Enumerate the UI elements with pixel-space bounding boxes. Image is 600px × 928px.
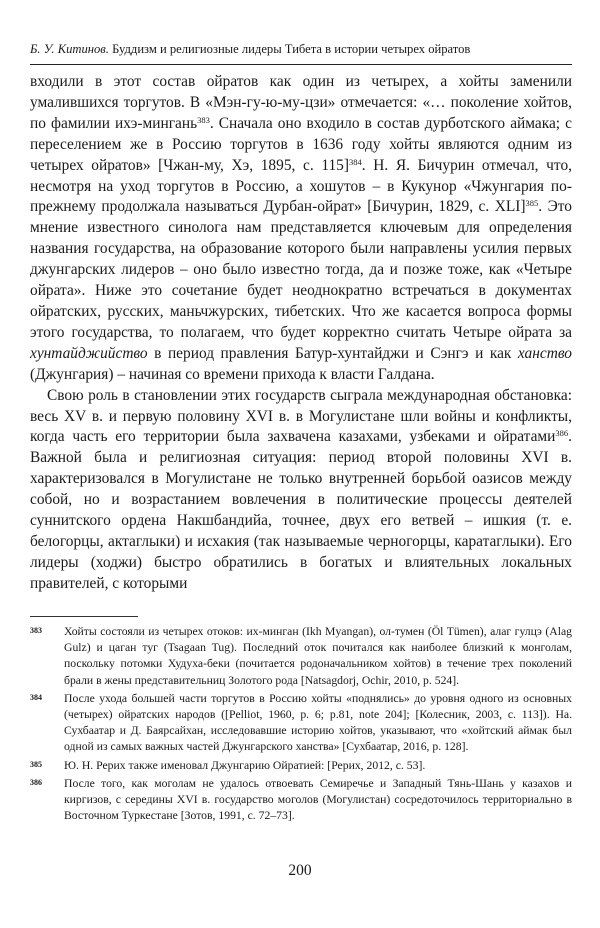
footnote-ref: 383 bbox=[197, 114, 210, 125]
header-title: Буддизм и религиозные лидеры Тибета в истории четырех ойратов bbox=[112, 42, 471, 56]
footnotes bbox=[30, 624, 572, 826]
header-author: Б. У. Китинов. bbox=[30, 42, 109, 56]
paragraph bbox=[30, 72, 572, 386]
paragraph bbox=[30, 386, 572, 595]
footnote-number: 385 bbox=[30, 759, 42, 769]
footnote-text: Хойты состояли из четырех отоков: их-минган (Ikh Myangan), ол-тумен (Öl Tümen), алаг гулцэ (Alag Gulz) и цаган туг (Tsagaan Tug). Последний оток почитался как наиболее близкий к монголам, поскольку потомки Худуха-беки (почитается родоначальником хойтов) в течение трех поколений брали в жены представительниц Золотого рода [Natsagdorj, Ochir, 2010, p. 524]. bbox=[64, 625, 572, 687]
footnote bbox=[30, 776, 572, 825]
footnote-text: После того, как моголам не удалось отвоевать Семиречье и Западный Тянь-Шань у казахов и киргизов, с середины XVI в. государство моголов (Могулистан) сосредоточилось территориально в Восточном Туркестане [Зотов, 1991, с. 72–73]. bbox=[64, 776, 572, 823]
text-run: . Важной была и религиозная ситуация: период второй половины XVI в. характеризовался в Могулистане не только внутренней борьбой оазисов между собой, но и возрастанием вовлечения в политические процессы деятелей суннитского ордена Накшбандийа, точнее, двух его ветвей – ишкия (т. е. белогорцы, актаглыки) и исхакия (так называемые черногорцы, каратаглыки). Его лидеры (ходжи) быстро обратились в богатых и влиятельных локальных правителей, с которыми bbox=[30, 428, 572, 592]
text-run: Свою роль в становлении этих государств сыграла международная обстановка: весь XV в. и первую половину XVI в. в Могулистане шли войны и конфликты, когда часть его территории была захвачена казахами, узбеками и ойратами bbox=[30, 386, 572, 446]
footnote bbox=[30, 624, 572, 689]
header-rule bbox=[30, 64, 572, 65]
emphasis: ханство bbox=[517, 344, 572, 362]
footnote-number: 386 bbox=[30, 777, 42, 787]
footnote bbox=[30, 758, 572, 774]
text-run: . Н. Я. Бичурин отмечал, что, несмотря на уход торгутов в Россию, а хошутов – в Кукунор «Чжунгария по-прежнему продолжала называться Дурбан-ойрат» [Бичурин, 1829, с. XLI] bbox=[30, 156, 572, 216]
running-header bbox=[30, 42, 572, 57]
emphasis: хунтайджийство bbox=[30, 344, 148, 362]
footnote-number: 384 bbox=[30, 692, 42, 702]
footnote-number: 383 bbox=[30, 626, 42, 635]
text-run: в период правления Батур-хунтайджи и Сэнгэ и как bbox=[147, 344, 518, 362]
footnote-text: После ухода большей части торгутов в Россию хойты «поднялись» до уровня одного из основных (четырех) ойратских народов ([Pelliot, 1960, p. 6; p.81, note 204]; [Колесник, 2003, с. 113]). На. Сухбаатар и Д. Баярсайхан, исследовавшие историю хойтов, указывают, что «хойтский аймак был одной из самых важных частей Джунгарского ханства» [Сухбаатар, 2016, р. 128]. bbox=[64, 691, 572, 754]
text-run: (Джунгария) – начиная со времени прихода к власти Галдана. bbox=[30, 365, 435, 383]
text-run: . Сначала оно входило в состав дурботского аймака; с переселением же в Россию торгутов в 1636 году хойты являются одним из четырех ойратов» [Чжан-му, Хэ, 1895, с. 115] bbox=[30, 114, 572, 174]
footnote bbox=[30, 691, 572, 756]
footnote-ref: 385 bbox=[525, 198, 539, 209]
text-run: . Это мнение известного синолога нам представляется ключевым для определения названия государства, на образование которого были направлены усилия первых джунгарских лидеров – оно было известно тогда, да и позже тоже, как «Четыре ойрата». Ниже это сочетание будет неоднократно встречаться в документах ойратских, русских, маньчжурских, тибетских. Что же касается вопроса формы этого государства, то полагаем, что будет корректно считать Четыре ойрата за bbox=[30, 198, 572, 341]
footnote-ref: 386 bbox=[555, 428, 569, 439]
text-run: входили в этот состав ойратов как один из четырех, а хойты заменили умалившихся торгутов. В «Мэн-гу-ю-му-цзи» отмечается: «… поколение хойтов, по фамилии ихэ-мингань bbox=[30, 73, 572, 132]
footnote-text: Ю. Н. Рерих также именовал Джунгарию Ойратией: [Рерих, 2012, с. 53]. bbox=[64, 758, 426, 772]
body-text bbox=[30, 72, 572, 595]
footnote-rule bbox=[30, 616, 138, 617]
page-number: 200 bbox=[288, 862, 312, 879]
footnote-ref: 384 bbox=[348, 156, 362, 167]
